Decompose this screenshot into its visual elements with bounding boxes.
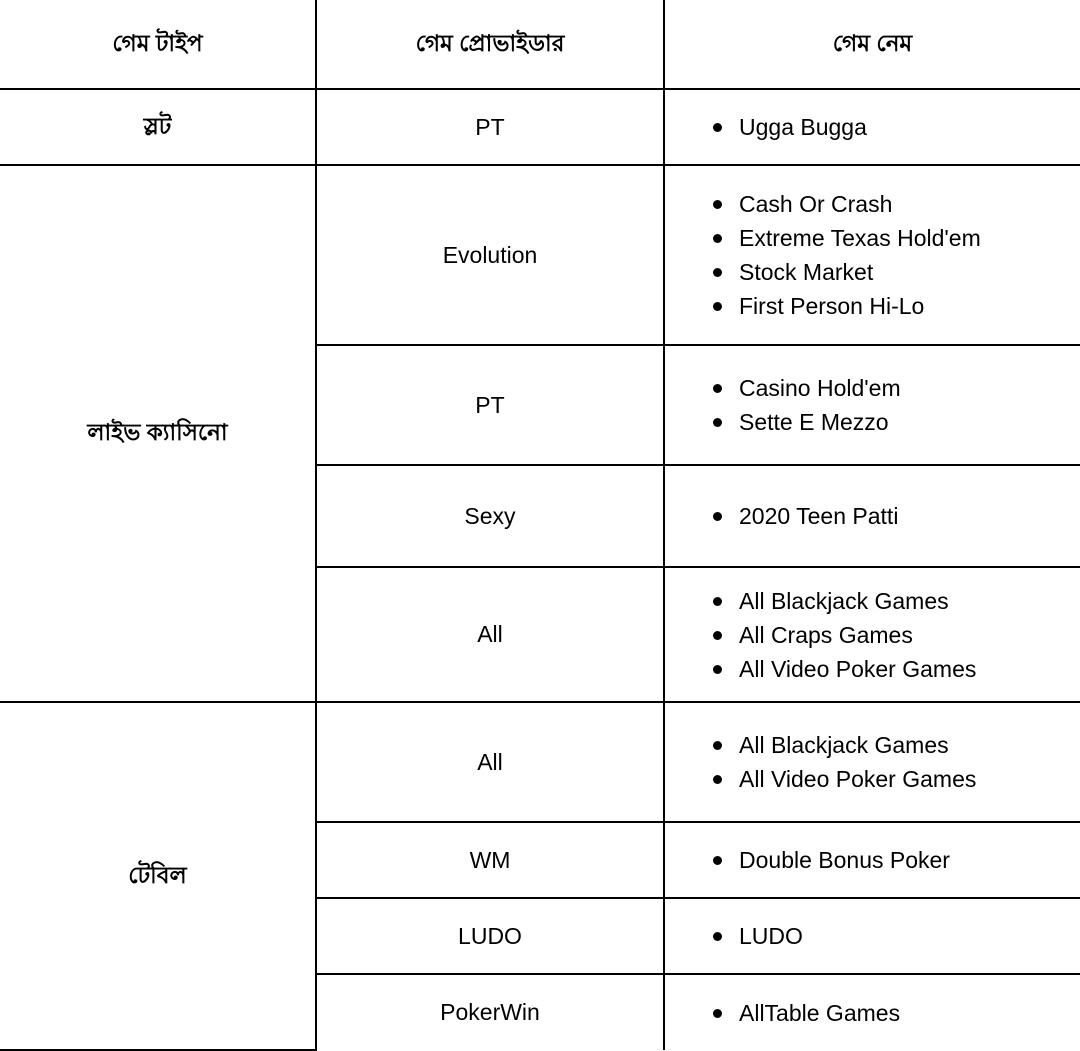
list-item: All Blackjack Games bbox=[711, 728, 1080, 762]
provider-label: PT bbox=[316, 89, 664, 165]
table-header bbox=[0, 0, 1080, 89]
game-list bbox=[711, 499, 1080, 533]
list-item: Casino Hold'em bbox=[711, 371, 1080, 405]
game-name-cell bbox=[664, 567, 1080, 702]
list-item: All Video Poker Games bbox=[711, 652, 1080, 686]
provider-label: Sexy bbox=[316, 465, 664, 567]
provider-label: PokerWin bbox=[316, 974, 664, 1050]
table-row bbox=[0, 89, 1080, 165]
list-item: Ugga Bugga bbox=[711, 110, 1080, 144]
header-game-provider: গেম প্রোভাইডার bbox=[316, 0, 664, 89]
game-name-cell bbox=[664, 822, 1080, 898]
list-item: 2020 Teen Patti bbox=[711, 499, 1080, 533]
provider-label: Evolution bbox=[316, 165, 664, 345]
list-item: First Person Hi-Lo bbox=[711, 289, 1080, 323]
game-list bbox=[711, 996, 1080, 1030]
list-item: Sette E Mezzo bbox=[711, 405, 1080, 439]
header-row bbox=[0, 0, 1080, 89]
list-item: Double Bonus Poker bbox=[711, 843, 1080, 877]
game-list bbox=[711, 843, 1080, 877]
game-list bbox=[711, 584, 1080, 686]
provider-label: All bbox=[316, 702, 664, 822]
game-name-cell bbox=[664, 702, 1080, 822]
table-row bbox=[0, 165, 1080, 345]
list-item: Extreme Texas Hold'em bbox=[711, 221, 1080, 255]
game-name-cell bbox=[664, 165, 1080, 345]
list-item: LUDO bbox=[711, 919, 1080, 953]
game-list bbox=[711, 728, 1080, 796]
game-name-cell bbox=[664, 345, 1080, 465]
list-item: All Blackjack Games bbox=[711, 584, 1080, 618]
list-item: Stock Market bbox=[711, 255, 1080, 289]
provider-label: PT bbox=[316, 345, 664, 465]
group-type-label: স্লট bbox=[0, 89, 316, 165]
group-type-label: টেবিল bbox=[0, 702, 316, 1050]
table-body bbox=[0, 89, 1080, 1050]
list-item: All Craps Games bbox=[711, 618, 1080, 652]
header-game-type: গেম টাইপ bbox=[0, 0, 316, 89]
header-game-name: গেম নেম bbox=[832, 29, 913, 56]
game-name-cell bbox=[664, 974, 1080, 1050]
game-list bbox=[711, 187, 1080, 323]
list-item: All Video Poker Games bbox=[711, 762, 1080, 796]
list-item: Cash Or Crash bbox=[711, 187, 1080, 221]
group-type-label: লাইভ ক্যাসিনো bbox=[0, 165, 316, 702]
provider-label: WM bbox=[316, 822, 664, 898]
game-list bbox=[711, 919, 1080, 953]
game-name-cell bbox=[664, 898, 1080, 974]
game-name-cell bbox=[664, 89, 1080, 165]
provider-label: LUDO bbox=[316, 898, 664, 974]
provider-label: All bbox=[316, 567, 664, 702]
game-name-cell bbox=[664, 465, 1080, 567]
game-list bbox=[711, 110, 1080, 144]
game-list bbox=[711, 371, 1080, 439]
table-row bbox=[0, 702, 1080, 822]
list-item: AllTable Games bbox=[711, 996, 1080, 1030]
